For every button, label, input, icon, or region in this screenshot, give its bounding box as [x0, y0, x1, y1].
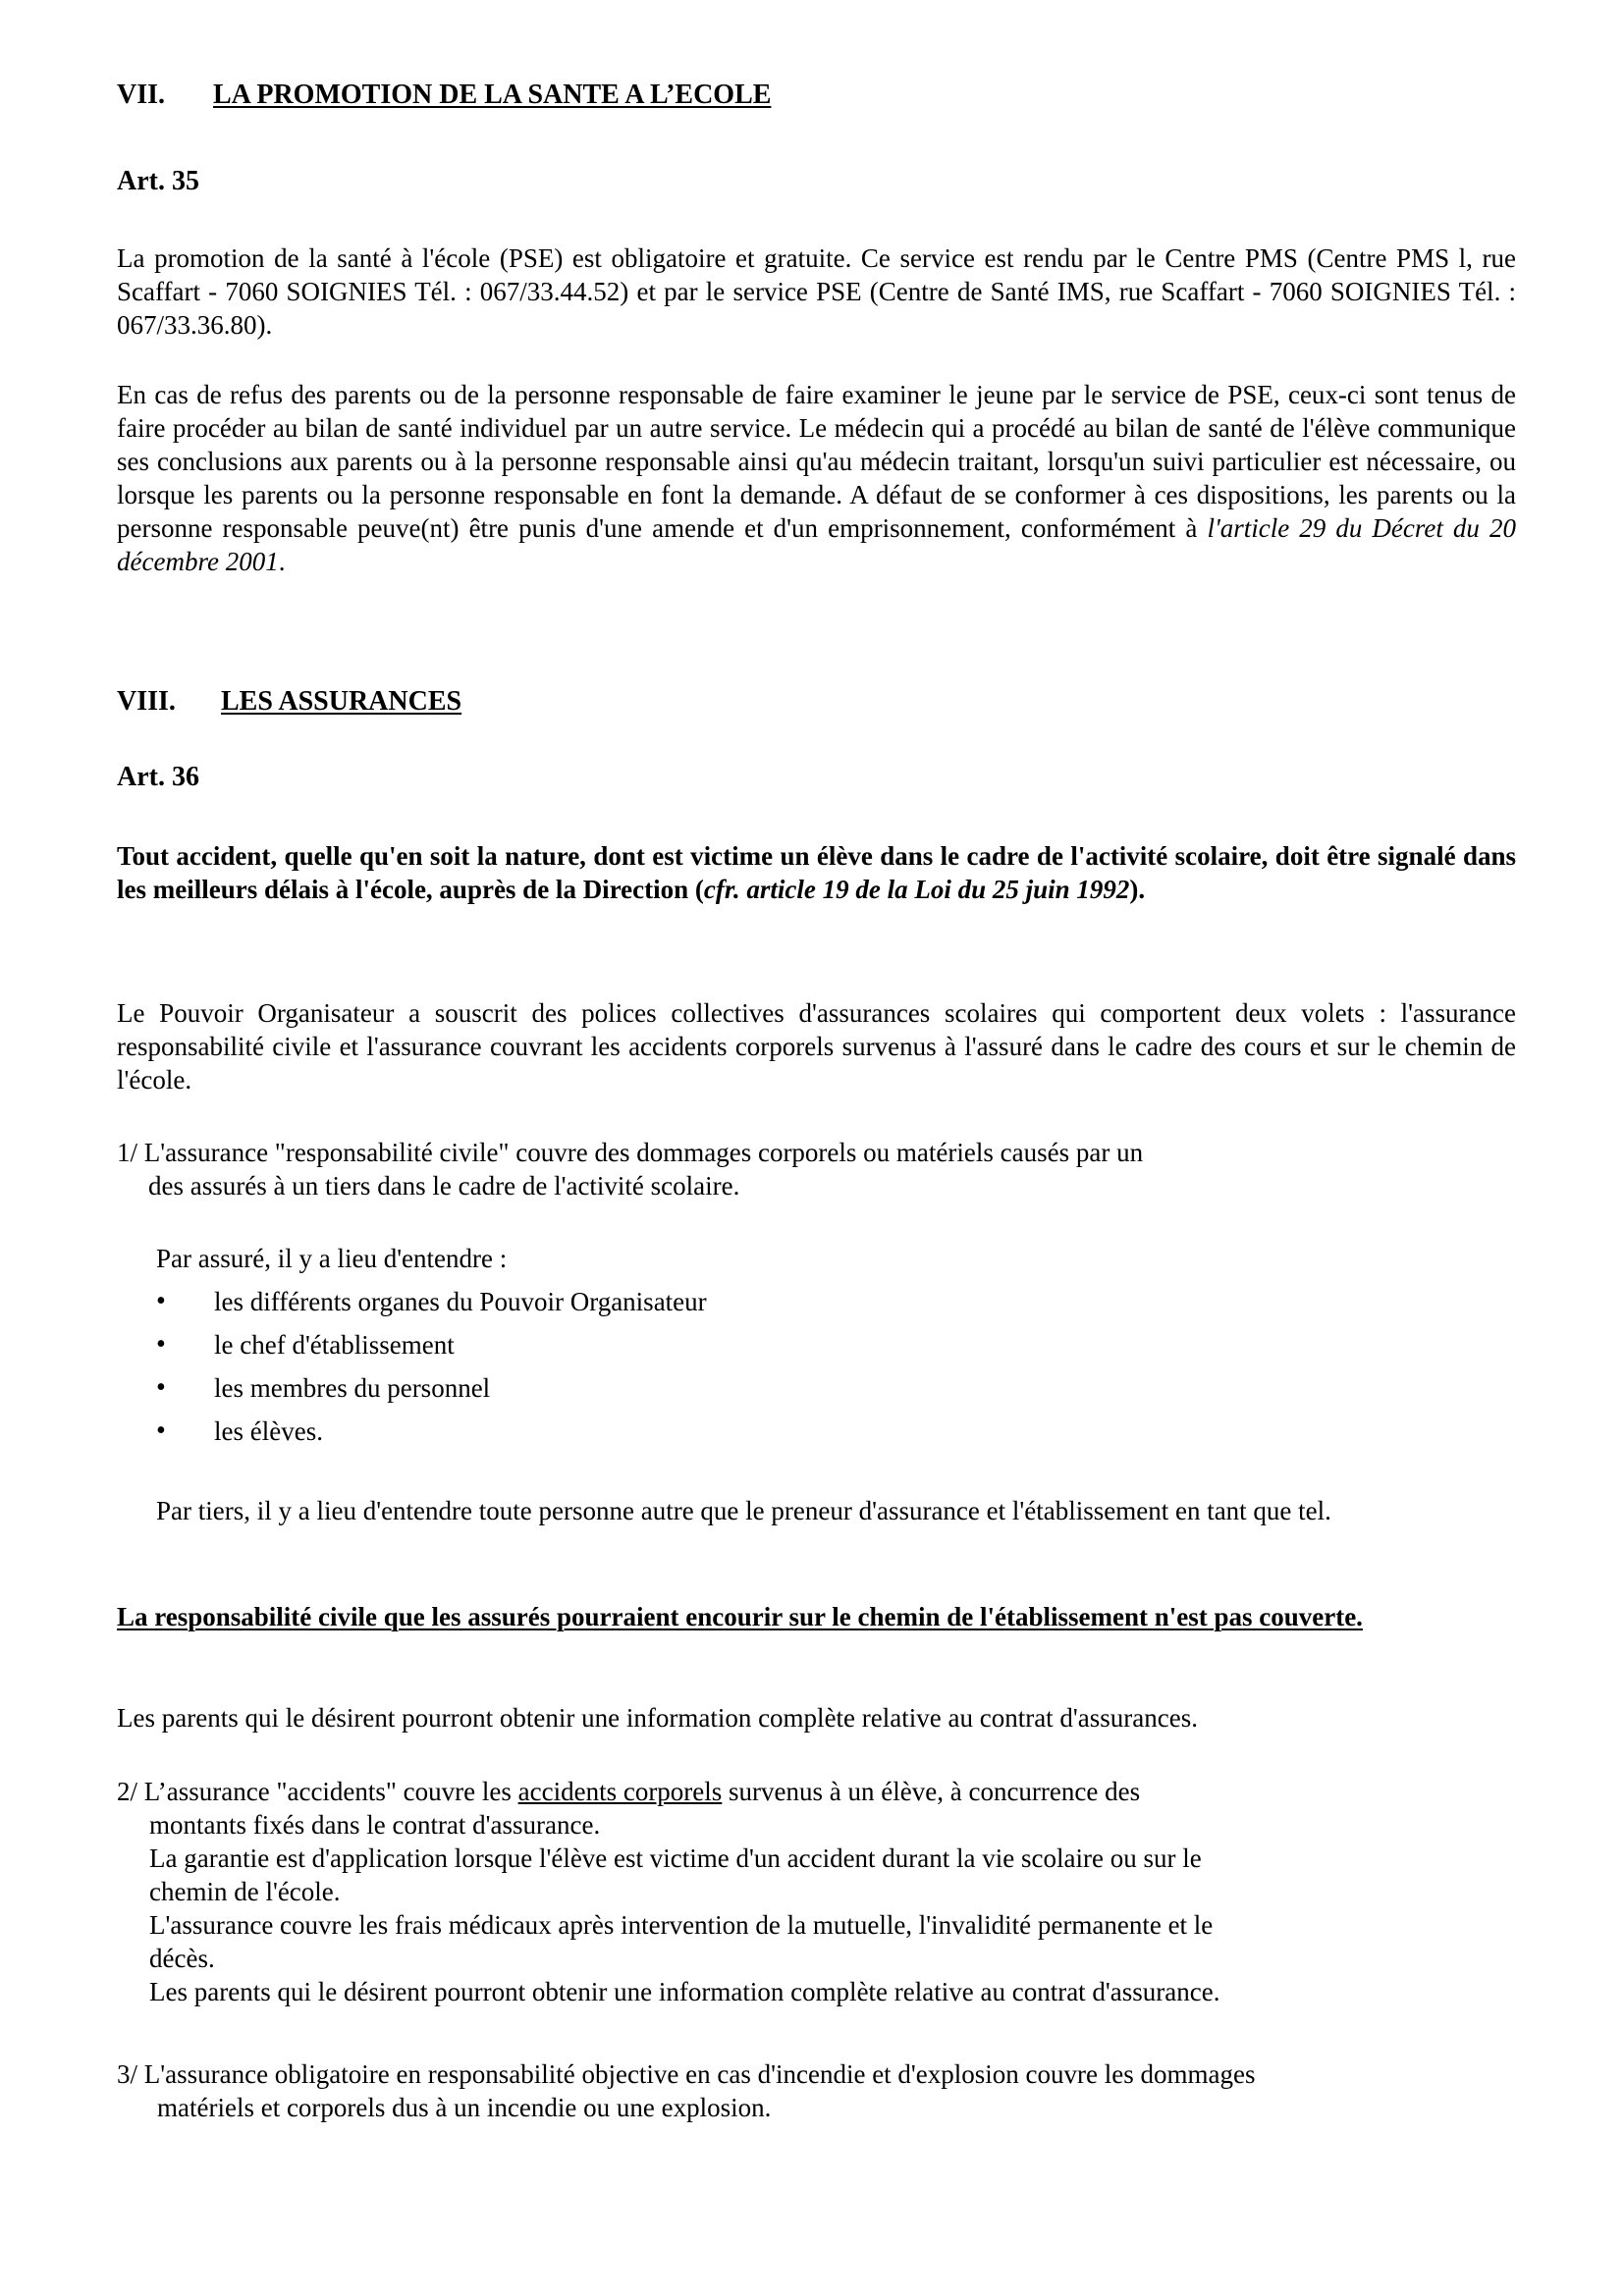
accident-insurance-item: 2/ L’assurance "accidents" couvre les accidents corporels survenus à un élève, à concurrence des montants fixés dans le contrat d'assurance. La garantie est d'application lorsque l'élève est victime d'un accident durant la vie scolaire ou sur le chemin de l'école. L'assurance couvre les frais médicaux après intervention de la mutuelle, l'invalidité permanente et le décès. Les parents qui le désirent pourront obtenir une information complète relative au contrat d'assurance.: [117, 1777, 1220, 2006]
section-7-heading: [117, 79, 1516, 112]
bullet-icon: •: [156, 1415, 166, 1446]
insured-list: [156, 1280, 707, 1453]
list-item: • les membres du personnel: [156, 1366, 707, 1410]
not-covered-warning: La responsabilité civile que les assurés pourraient encourir sur le chemin de l'établissement n'est pas couverte.: [117, 1602, 1363, 1631]
section-title: LES ASSURANCES: [221, 686, 462, 717]
list-item: • le chef d'établissement: [156, 1323, 707, 1366]
section-8-heading: [117, 685, 1516, 719]
corporal-accidents-term: accidents corporels: [517, 1777, 723, 1806]
article-35-label: Art. 35: [117, 166, 199, 196]
contract-info: Les parents qui le désirent pourront obtenir une information complète relative au contrat d'assurances.: [117, 1703, 1198, 1733]
section-number: VIII.: [117, 686, 176, 717]
fire-explosion-item: 3/ L'assurance obligatoire en responsabilité objective en cas d'incendie et d'explosion couvre les dommages matériels et corporels dus à un incendie ou une explosion.: [117, 2059, 1256, 2122]
civil-liability-item: 1/ L'assurance "responsabilité civile" couvre des dommages corporels ou matériels causés par un des assurés à un tiers dans le cadre de l'activité scolaire.: [117, 1138, 1144, 1201]
article-36-label: Art. 36: [117, 762, 199, 792]
insurance-intro: Le Pouvoir Organisateur a souscrit des polices collectives d'assurances scolaires qui comportent deux volets : l'assurance responsabilité civile et l'assurance couvrant les accidents corporels survenus à l'assuré dans le cadre des cours et sur le chemin de l'école.: [117, 998, 1516, 1095]
pse-paragraph: La promotion de la santé à l'école (PSE) est obligatoire et gratuite. Ce service est rendu par le Centre PMS (Centre PMS l, rue Scaffart - 7060 SOIGNIES Tél. : 067/33.44.52) et par le service PSE (Centre de Santé IMS, rue Scaffart - 7060 SOIGNIES Tél. : 067/33.36.80).: [117, 243, 1516, 340]
bullet-icon: •: [156, 1372, 166, 1403]
section-title: LA PROMOTION DE LA SANTE A L’ECOLE: [213, 80, 772, 110]
law-reference: cfr. article 19 de la Loi du 25 juin 1992: [703, 875, 1130, 904]
section-number: VII.: [117, 80, 166, 110]
refusal-paragraph: En cas de refus des parents ou de la personne responsable de faire examiner le jeune par le service de PSE, ceux-ci sont tenus de faire procéder au bilan de santé individuel par un autre service. Le médecin qui a procédé au bilan de santé de l'élève communique ses conclusions aux parents ou à la personne responsable ainsi qu'au médecin traitant, lorsqu'un suivi particulier est nécessaire, ou lorsque les parents ou la personne responsable en font la demande. A défaut de se conformer à ces dispositions, les parents ou la personne responsable peuve(nt) être punis d'une amende et d'un emprisonnement, conformément à l'article 29 du Décret du 20 décembre 2001.: [117, 380, 1516, 576]
bullet-icon: •: [156, 1286, 166, 1316]
insured-definition: Par assuré, il y a lieu d'entendre :: [156, 1244, 508, 1273]
accident-notice: Tout accident, quelle qu'en soit la nature, dont est victime un élève dans le cadre de l'activité scolaire, doit être signalé dans les meilleurs délais à l'école, auprès de la Direction (cfr. article 19 de la Loi du 25 juin 1992).: [117, 841, 1516, 904]
third-party-definition: Par tiers, il y a lieu d'entendre toute personne autre que le preneur d'assurance et l'établissement en tant que tel.: [156, 1496, 1331, 1525]
decree-reference: l'article 29 du Décret du 20 décembre 2001: [117, 513, 1516, 576]
list-item: • les différents organes du Pouvoir Organisateur: [156, 1280, 707, 1323]
list-item: • les élèves.: [156, 1410, 707, 1453]
bullet-icon: •: [156, 1329, 166, 1360]
